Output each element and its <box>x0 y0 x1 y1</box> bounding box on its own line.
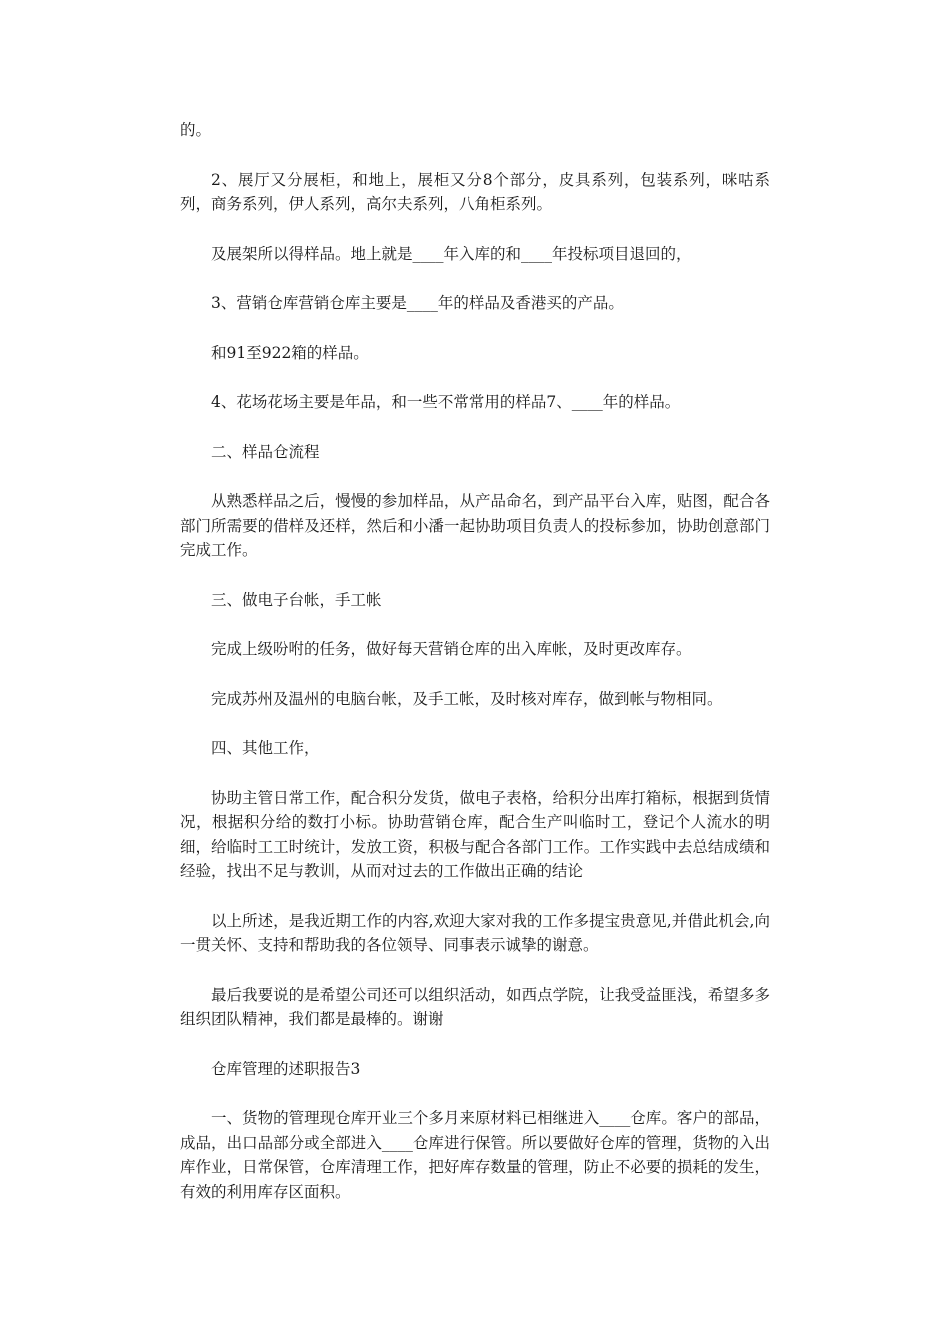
paragraph-display-rack: 及展架所以得样品。地上就是____年入库的和____年投标项目退回的， <box>211 244 692 263</box>
paragraph-closing: 最后我要说的是希望公司还可以组织活动，如西点学院，让我受益匪浅，希望多多组织团队精神，我们都是最棒的。谢谢 <box>180 985 770 1028</box>
paragraph-ledger-computer: 完成苏州及温州的电脑台帐，及手工帐，及时核对库存，做到帐与物相同。 <box>211 689 723 708</box>
paragraph-showroom: 2、展厅又分展柜，和地上，展柜又分8个部分，皮具系列，包装系列，咪咕系列，商务系列，伊人系列，高尔夫系列，八角柜系列。 <box>180 170 770 213</box>
section-heading-other-work: 四、其他工作， <box>211 739 320 757</box>
paragraph-ledger-tasks: 完成上级吩咐的任务，做好每天营销仓库的出入库帐，及时更改库存。 <box>211 640 692 658</box>
section-heading-ledger: 三、做电子台帐，手工帐 <box>211 590 382 609</box>
paragraph-flower-field: 4、花场花场主要是年品，和一些不常常用的样品7、____年的样品。 <box>211 393 681 411</box>
paragraph-other-work: 协助主管日常工作，配合积分发货，做电子表格，给积分出库打箱标，根据到货情况，根据积分给的数打小标。协助营销仓库，配合生产叫临时工，登记个人流水的明细，给临时工工时统计，发放工资，积极与配合各部门工作。工作实践中去总结成绩和经验，找出不足与教训，从而对过去的工作做出正确的结论 <box>180 788 770 880</box>
paragraph-summary: 以上所述，是我近期工作的内容,欢迎大家对我的工作多提宝贵意见,并借此机会,向一贯关怀、支持和帮助我的各位领导、同事表示诚挚的谢意。 <box>180 911 770 954</box>
section-heading-sample-process: 二、样品仓流程 <box>211 442 320 461</box>
paragraph-boxes: 和91至922箱的样品。 <box>211 343 369 362</box>
report-title: 仓库管理的述职报告3 <box>211 1059 361 1078</box>
paragraph-marketing-warehouse: 3、营销仓库营销仓库主要是____年的样品及香港买的产品。 <box>211 294 624 312</box>
document-body <box>180 118 770 1229</box>
paragraph-continuation: 的。 <box>180 121 212 139</box>
paragraph-sample-process: 从熟悉样品之后，慢慢的参加样品，从产品命名，到产品平台入库，贴图，配合各部门所需要的借样及还样，然后和小潘一起协助项目负责人的投标参加，协助创意部门完成工作。 <box>180 492 770 559</box>
paragraph-goods-management: 一、货物的管理现仓库开业三个多月来原材料已相继进入____仓库。客户的部品，成品，出口品部分或全部进入____仓库进行保管。所以要做好仓库的管理，货物的入出库作业，日常保管，仓库清理工作，把好库存数量的管理，防止不必要的损耗的发生，有效的利用库存区面积。 <box>180 1109 770 1201</box>
